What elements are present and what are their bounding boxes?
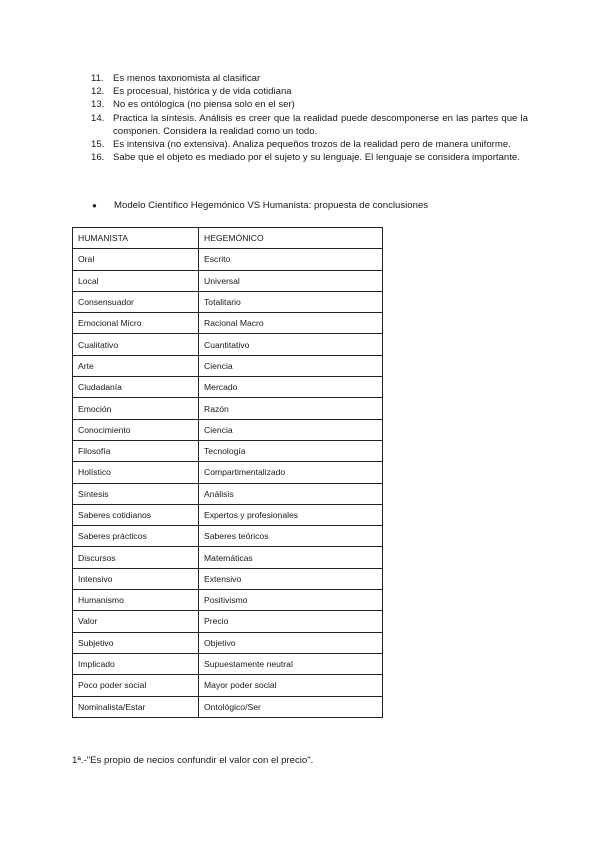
table-cell: Arte: [73, 355, 199, 376]
table-row: [73, 675, 383, 696]
bullet-text: Modelo Científico Hegemónico VS Humanista: propuesta de conclusiones: [114, 200, 429, 211]
table-row: [73, 249, 383, 270]
list-item-text: Es menos taxonomista al clasificar: [113, 73, 261, 84]
table-cell: Expertos y profesionales: [199, 504, 383, 525]
table-cell: Extensivo: [199, 568, 383, 589]
list-item-text: Es intensiva (no extensiva). Analiza pequeños trozos de la realidad pero de manera uniforme.: [113, 139, 511, 151]
bullet-item: [91, 199, 528, 212]
table-cell: Análisis: [199, 483, 383, 504]
table-row: [73, 398, 383, 419]
table-row: [73, 526, 383, 547]
list-item: [91, 138, 528, 151]
table-row: [73, 334, 383, 355]
table-cell: Discursos: [73, 547, 199, 568]
table-cell: Oral: [73, 249, 199, 270]
table-cell: Saberes cotidianos: [73, 504, 199, 525]
table-cell: Positivismo: [199, 590, 383, 611]
table-cell: Mayor poder social: [199, 675, 383, 696]
table-cell: Emoción: [73, 398, 199, 419]
table-cell: Cuantitativo: [199, 334, 383, 355]
list-item-text: Sabe que el objeto es mediado por el sujeto y su lenguaje. El lenguaje se considera importante.: [113, 152, 520, 164]
table-row: [73, 632, 383, 653]
table-cell: Saberes prácticos: [73, 526, 199, 547]
table-row: [73, 270, 383, 291]
table-cell: Totalitario: [199, 291, 383, 312]
table-cell: Emocional Micro: [73, 313, 199, 334]
table-cell: Intensivo: [73, 568, 199, 589]
table-cell: Universal: [199, 270, 383, 291]
table-cell: Holístico: [73, 462, 199, 483]
table-cell: Local: [73, 270, 199, 291]
table-row: [73, 590, 383, 611]
table-row: [73, 419, 383, 440]
list-item-text: Practica la síntesis. Análisis es creer que la realidad puede descomponerse en las partes que la componen. Considera la realidad como un todo.: [113, 112, 528, 137]
list-item-number: 11.: [91, 73, 104, 84]
table-cell: Racional Macro: [199, 313, 383, 334]
list-item-number: 12.: [91, 86, 105, 98]
table-row: [73, 696, 383, 717]
table-cell: Conocimiento: [73, 419, 199, 440]
list-item-number: 15.: [91, 139, 105, 151]
list-item: [91, 85, 528, 98]
table-cell: Subjetivo: [73, 632, 199, 653]
table-row: [73, 547, 383, 568]
table-row: [73, 355, 383, 376]
table-row: [73, 377, 383, 398]
table-cell: Ciencia: [199, 419, 383, 440]
table-row: [73, 653, 383, 674]
table-cell: Ontológico/Ser: [199, 696, 383, 717]
table-cell: Ciencia: [199, 355, 383, 376]
table-cell: Consensuador: [73, 291, 199, 312]
table-cell: Compartimentalizado: [199, 462, 383, 483]
list-item-number: 16.: [91, 152, 105, 164]
table-cell: Valor: [73, 611, 199, 632]
table-cell: Escrito: [199, 249, 383, 270]
table-cell: Supuestamente neutral: [199, 653, 383, 674]
table-cell: Humanismo: [73, 590, 199, 611]
list-item: [91, 112, 528, 138]
table-cell: Mercado: [199, 377, 383, 398]
table-cell: Precio: [199, 611, 383, 632]
table-row: [73, 504, 383, 525]
numbered-list: [91, 72, 528, 164]
table-row: [73, 291, 383, 312]
quote-text: 1ª.-"Es propio de necios confundir el valor con el precio".: [72, 755, 314, 766]
bullet-icon: ●: [92, 201, 97, 210]
table-cell: Implicado: [73, 653, 199, 674]
list-item: [91, 72, 528, 85]
list-item-number: 13.: [91, 99, 105, 111]
table-cell: Nominalista/Estar: [73, 696, 199, 717]
list-item-text: No es ontólogica (no piensa solo en el ser): [113, 99, 295, 111]
header-cell-hegemonico: HEGEMÓNICO: [199, 228, 383, 249]
list-item: [91, 151, 528, 164]
list-item-number: 14.: [91, 112, 105, 124]
table-row: [73, 611, 383, 632]
table-row: [73, 440, 383, 461]
comparison-table: [72, 227, 383, 718]
table-cell: Síntesis: [73, 483, 199, 504]
table-cell: Cualitativo: [73, 334, 199, 355]
table-cell: Objetivo: [199, 632, 383, 653]
list-item: [91, 98, 528, 111]
header-cell-humanista: HUMANISTA: [73, 228, 199, 249]
table-cell: Tecnología: [199, 440, 383, 461]
table-cell: Poco poder social: [73, 675, 199, 696]
table-cell: Saberes teóricos: [199, 526, 383, 547]
table-cell: Ciudadanía: [73, 377, 199, 398]
table-row: [73, 313, 383, 334]
table-row: [73, 483, 383, 504]
table-row: [73, 462, 383, 483]
table-row: [73, 568, 383, 589]
table-cell: Razón: [199, 398, 383, 419]
table-header-row: [73, 228, 383, 249]
list-item-text: Es procesual, histórica y de vida cotidiana: [113, 86, 292, 98]
table-cell: Matemáticas: [199, 547, 383, 568]
table-cell: Filosofía: [73, 440, 199, 461]
